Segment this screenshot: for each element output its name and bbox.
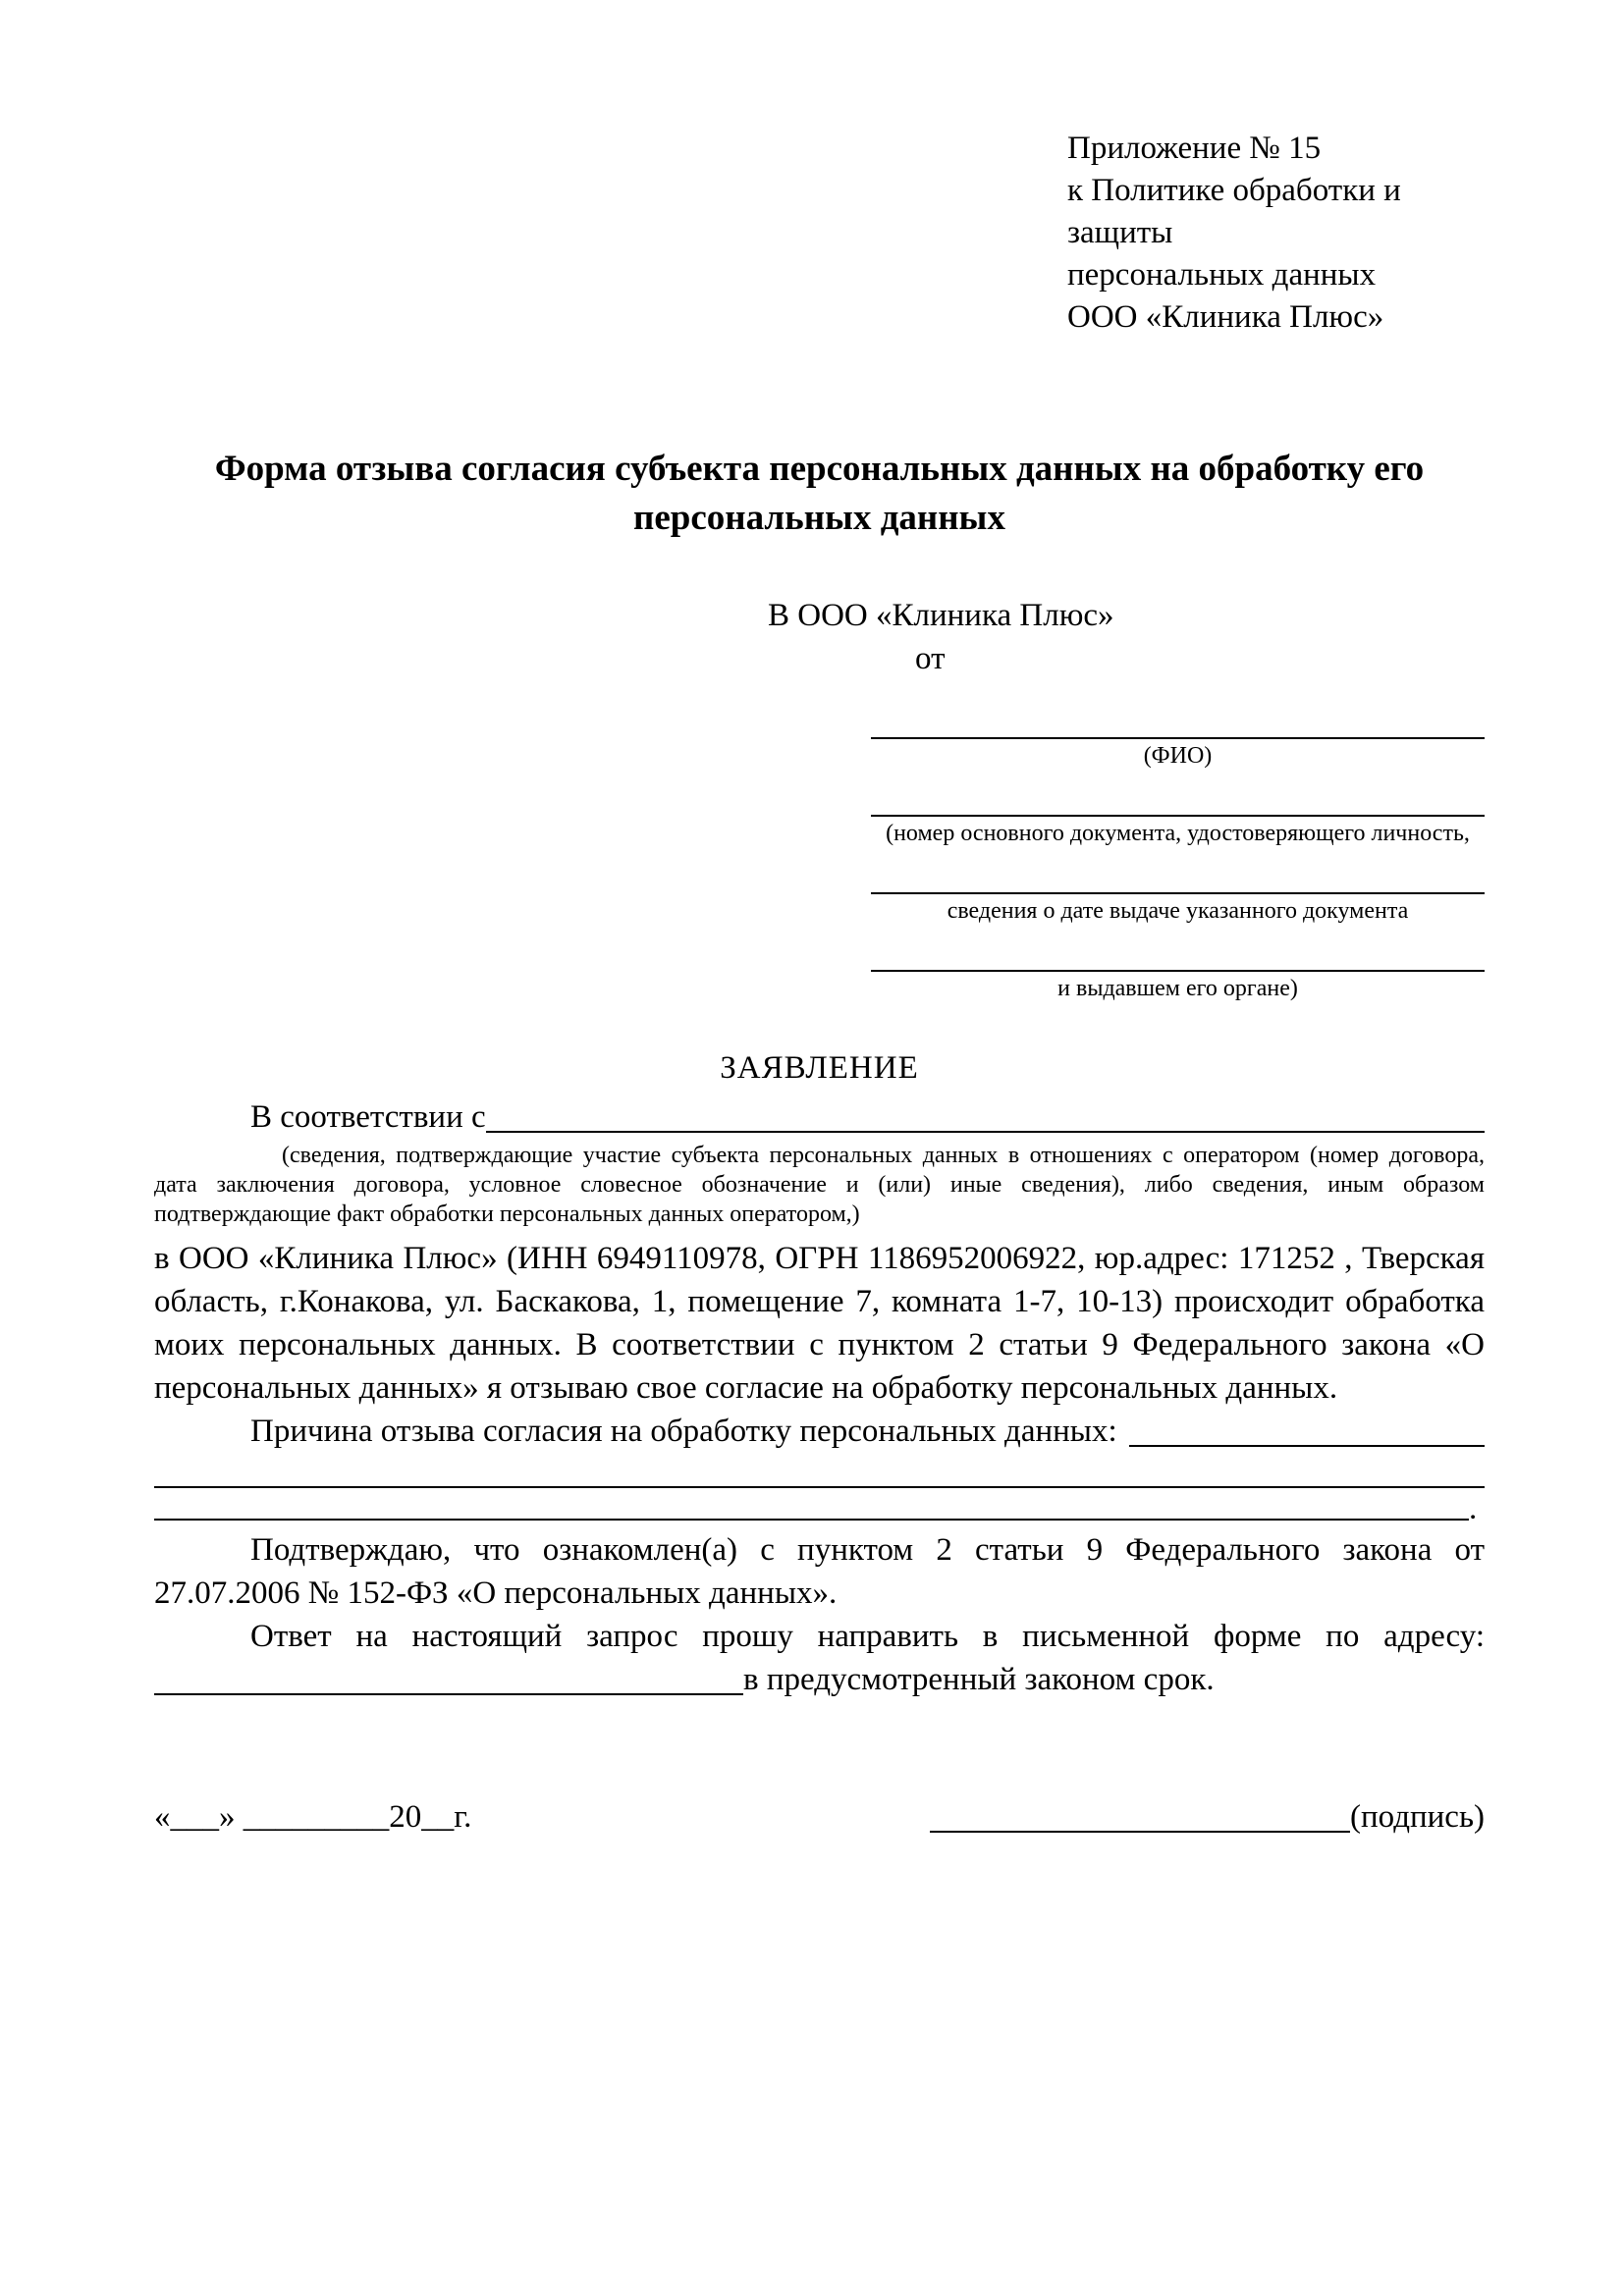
signature-blank-line	[930, 1795, 1350, 1833]
document-number-caption: (номер основного документа, удостоверяющего личность,	[886, 821, 1470, 846]
reason-blank-row-2	[154, 1491, 1485, 1526]
document-number-field	[871, 779, 1485, 848]
issue-date-blank-line	[871, 857, 1485, 894]
reply-address-line	[154, 1658, 1485, 1701]
signature-caption: (подпись)	[1350, 1799, 1485, 1835]
intro-lead-text: В соответствии с	[250, 1099, 486, 1135]
statement-heading: ЗАЯВЛЕНИЕ	[720, 1050, 919, 1086]
issuing-authority-blank-line	[871, 934, 1485, 972]
address-blank-line	[154, 1658, 743, 1695]
signature-group	[930, 1795, 1485, 1839]
fio-field-blank-line	[871, 702, 1485, 739]
issuing-authority-caption: и выдавшем его органе)	[1057, 976, 1298, 1001]
addressee-block	[768, 594, 1485, 1003]
appendix-header	[1067, 128, 1485, 339]
intro-line	[154, 1095, 1485, 1139]
addressee-from-label: от	[915, 641, 946, 676]
body-paragraph: в ООО «Клиника Плюс» (ИНН 6949110978, ОГРН 1186952006922, юр.адрес: 171252 , Тверская область, г.Конакова, ул. Баскакова, 1, помещение 7, комната 1-7, 10-13) происходит обработка моих персональных данных. В соответствии с пунктом 2 статьи 9 Федерального закона «О персональных данных» я отзываю свое согласие на обработку персональных данных.	[154, 1241, 1485, 1406]
date-signature-row	[154, 1795, 1485, 1839]
blank-line	[154, 1453, 1485, 1488]
appendix-header-line: к Политике обработки и защиты	[1067, 173, 1401, 250]
appendix-header-line: ООО «Клиника Плюс»	[1067, 299, 1384, 335]
fio-field-caption: (ФИО)	[1143, 743, 1213, 769]
issuing-authority-field	[871, 934, 1485, 1003]
reply-tail-text: в предусмотренный законом срок.	[743, 1662, 1215, 1697]
reason-line	[154, 1410, 1485, 1453]
issue-date-caption: сведения о дате выдаче указанного документа	[947, 898, 1409, 924]
intro-footnote: (сведения, подтверждающие участие субъекта персональных данных в отношениях с оператором (номер договора, дата заключения договора, условное словесное обозначение и (или) иные сведения), либо сведения, иным образом подтверждающие факт обработки персональных данных оператором,)	[154, 1143, 1485, 1227]
fio-field	[871, 702, 1485, 771]
document-number-blank-line	[871, 779, 1485, 817]
addressee-fields	[871, 702, 1485, 1003]
blank-line-terminator: .	[1469, 1491, 1478, 1526]
reason-blank-line	[1129, 1410, 1485, 1447]
intro-blank-line	[486, 1095, 1485, 1133]
issue-date-field	[871, 857, 1485, 926]
date-line: «___» _________20__г.	[154, 1799, 472, 1835]
reason-label: Причина отзыва согласия на обработку персональных данных:	[250, 1414, 1117, 1449]
reply-request-line: Ответ на настоящий запрос прошу направить в письменной форме по адресу:	[250, 1619, 1485, 1654]
appendix-header-line: Приложение № 15	[1067, 131, 1322, 166]
appendix-header-line: персональных данных	[1067, 257, 1377, 293]
confirmation-paragraph: Подтверждаю, что ознакомлен(а) с пунктом 2 статьи 9 Федерального закона от 27.07.2006 № 152-ФЗ «О персональных данных».	[154, 1532, 1485, 1611]
blank-line	[154, 1494, 1469, 1521]
reason-blank-row-1	[154, 1453, 1485, 1494]
addressee-to: В ООО «Клиника Плюс»	[768, 598, 1114, 633]
document-title: Форма отзыва согласия субъекта персональных данных на обработку его персональных данных	[214, 449, 1425, 538]
